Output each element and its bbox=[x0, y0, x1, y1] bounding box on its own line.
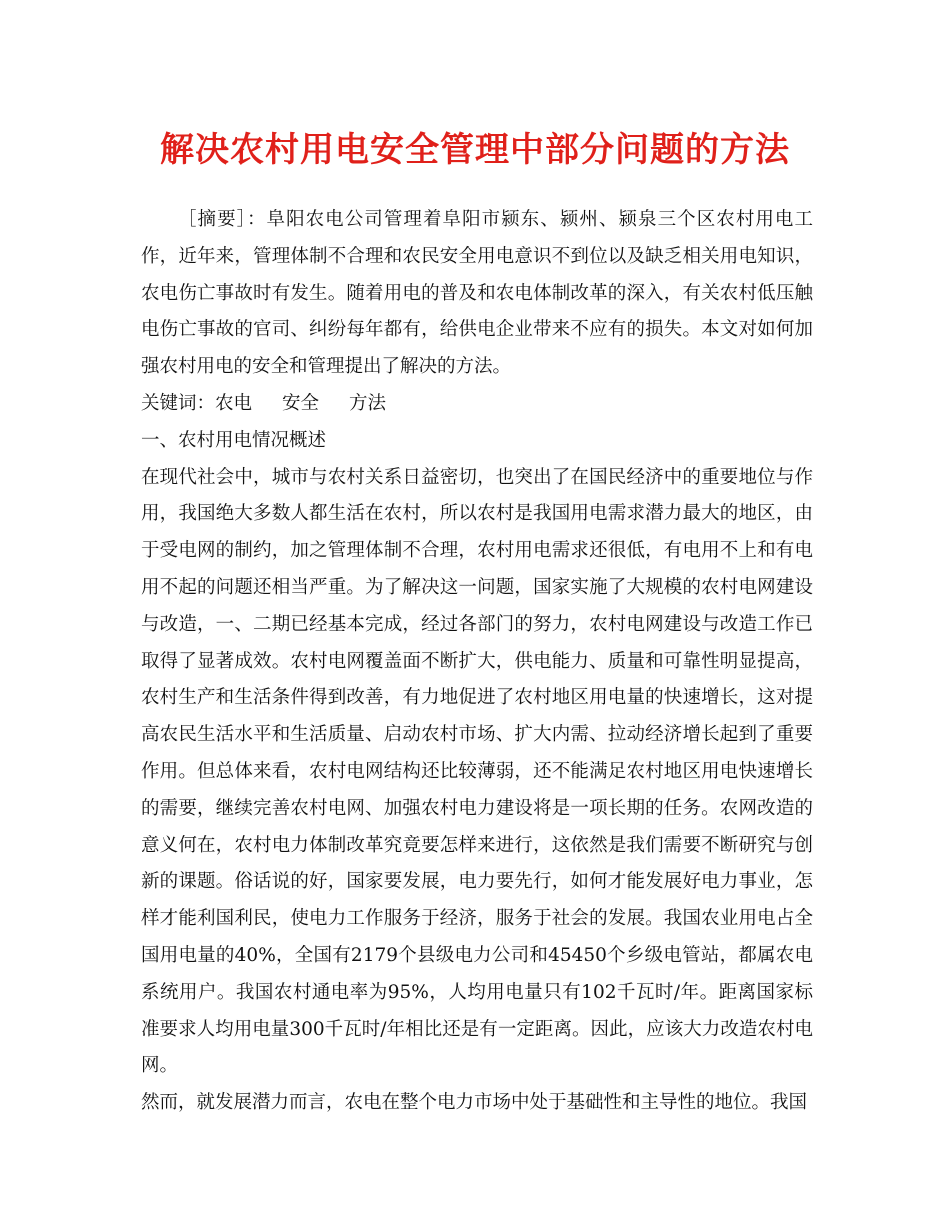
section-heading: 一、农村用电情况概述 bbox=[141, 429, 327, 451]
document-title: 解决农村用电安全管理中部分问题的方法 bbox=[160, 130, 790, 170]
keywords-label: 关键词： bbox=[141, 392, 216, 414]
keywords-line bbox=[141, 386, 813, 423]
keyword-item: 农电 bbox=[215, 392, 253, 414]
body-paragraph: 在现代社会中，城市与农村关系日益密切，也突出了在国民经济中的重要地位与作用，我国绝大多数人都生活在农村，所以农村是我国用电需求潜力最大的地区，由于受电网的制约，加之管理体制不合理，农村用电需求还很低，有电用不上和有电用不起的问题还相当严重。为了解决这一问题，国家实施了大规模的农村电网建设与改造，一、二期已经基本完成，经过各部门的努力，农村电网建设与改造工作已取得了显著成效。农村电网覆盖面不断扩大，供电能力、质量和可靠性明显提高，农村生产和生活条件得到改善，有力地促进了农村地区用电量的快速增长，这对提高农民生活水平和生活质量、启动农村市场、扩大内需、拉动经济增长起到了重要作用。但总体来看，农村电网结构还比较薄弱，还不能满足农村地区用电快速增长的需要，继续完善农村电网、加强农村电力建设将是一项长期的任务。农网改造的意义何在，农村电力体制改革究竟要怎样来进行，这依然是我们需要不断研究与创新的课题。俗话说的好，国家要发展，电力要先行，如何才能发展好电力事业，怎样才能利国利民，使电力工作服务于经济，服务于社会的发展。我国农业用电占全国用电量的40%，全国有2179个县级电力公司和45450个乡级电管站，都属农电系统用户。我国农村通电率为95%，人均用电量只有102千瓦时/年。距离国家标准要求人均用电量300千瓦时/年相比还是有一定距离。因此，应该大力改造农村电网。 bbox=[141, 466, 813, 1077]
keyword-item: 方法 bbox=[349, 392, 387, 414]
keyword-item: 安全 bbox=[282, 392, 320, 414]
abstract-paragraph: ［摘要］：阜阳农电公司管理着阜阳市颍东、颍州、颍泉三个区农村用电工作，近年来，管理体制不合理和农民安全用电意识不到位以及缺乏相关用电知识，农电伤亡事故时有发生。随着用电的普及和农电体制改革的深入，有关农村低压触电伤亡事故的官司、纠纷每年都有，给供电企业带来不应有的损失。本文对如何加强农村用电的安全和管理提出了解决的方法。 bbox=[141, 209, 813, 378]
body-paragraph: 然而，就发展潜力而言，农电在整个电力市场中处于基础性和主导性的地位。我国 bbox=[141, 1092, 808, 1114]
document-body bbox=[141, 202, 813, 1122]
